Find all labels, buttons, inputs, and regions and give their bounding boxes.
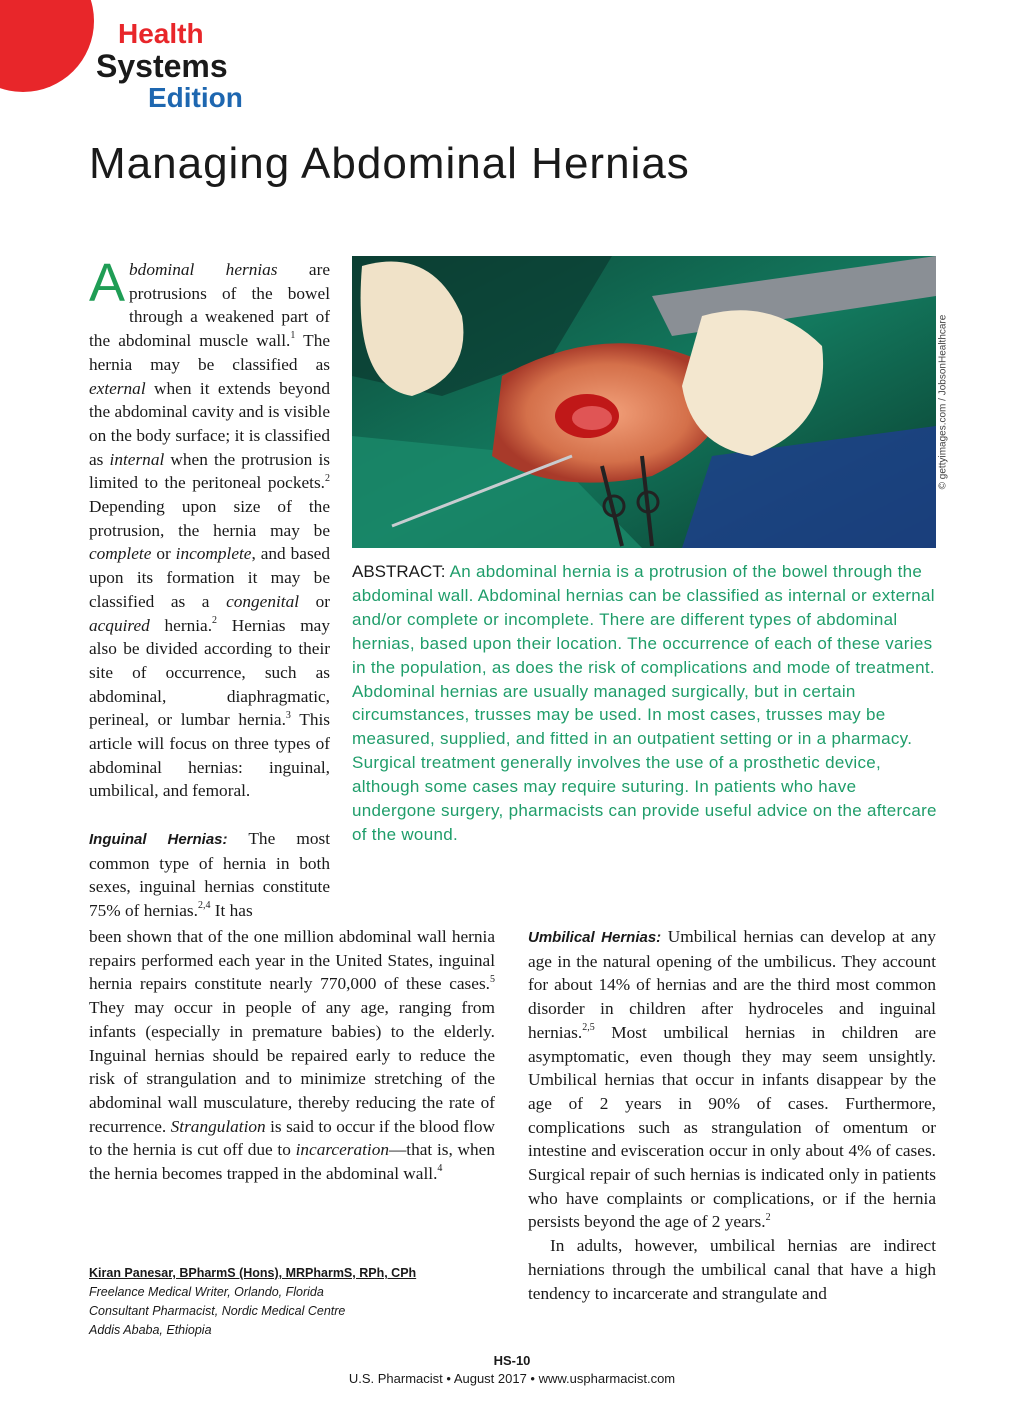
body-text: It has (210, 901, 253, 921)
author-affiliation: Addis Ababa, Ethiopia (89, 1323, 212, 1337)
citation-sup: 3 (285, 709, 291, 721)
intro-text: complete (89, 544, 152, 564)
abstract (352, 560, 942, 847)
author-affiliation: Consultant Pharmacist, Nordic Medical Centre (89, 1304, 346, 1318)
intro-text: internal (109, 449, 165, 469)
body-text: They may occur in people of any age, ranging from infants (especially in premature babies) to the elderly. Inguinal hernias should be repaired early to reduce the risk of strangulation and to minimize stretching of the abdominal wall musculature, thereby reducing the rate of recurrence. (89, 998, 495, 1136)
intro-text: The hernia may be classified as (89, 331, 331, 374)
intro-text: when the protrusion is limited to the peritoneal pockets. (89, 449, 330, 493)
citation-sup: 1 (290, 330, 296, 342)
intro-text: acquired (89, 615, 150, 635)
body-text: is said to occur if the blood flow to the hernia is cut off due to (89, 1116, 495, 1160)
body-text: incarceration (295, 1140, 390, 1160)
citation-sup: 2 (325, 472, 330, 484)
intro-text: incomplete (175, 544, 252, 564)
edition-label-health: Health (118, 18, 204, 49)
intro-text: hernia. (149, 615, 213, 635)
citation-sup: 2,4 (197, 900, 211, 912)
surgery-photo (352, 256, 936, 548)
umbilical-section (528, 925, 936, 1305)
section-heading-umbilical: Umbilical Hernias: (528, 929, 662, 946)
page-number: HS-10 (493, 1353, 531, 1368)
body-text: Umbilical hernias can develop at any age in the natural opening of the umbilicus. They account for about 14% of hernias and are the third most common disorder in children after hydroceles and inguinal hernias. (528, 927, 936, 1042)
intro-text: congenital (226, 591, 300, 611)
footer-citation: U.S. Pharmacist • August 2017 • www.uspharmacist.com (348, 1371, 676, 1386)
intro-paragraph (89, 253, 331, 803)
inguinal-paragraph-start (89, 827, 330, 923)
intro-text: external (89, 378, 146, 398)
body-text: The most common type of hernia in both sexes, inguinal hernias constitute 75% of hernias. (89, 829, 331, 921)
body-text: Most umbilical hernias in children are asymptomatic, even though they may seem unsightly. Umbilical hernias that occur in infants disappear by the age of 2 years in 90% of cases. Furthermore, complications such as strangulation of omentum or intestine and evisceration occur in only about 4% of cases. Surgical repair of such hernias is indicated only in patients who have complaints or complications, or if the hernia persists beyond the age of 2 years. (528, 1022, 936, 1232)
edition-label-systems: Systems (96, 48, 228, 84)
intro-text: , and based upon its formation it may be classified as a (89, 544, 330, 611)
umbilical-paragraph-1 (528, 925, 936, 1234)
author-name: Kiran Panesar, BPharmS (Hons), MRPharmS, RPh, CPh (89, 1266, 417, 1280)
intro-text: or (299, 591, 330, 611)
section-heading-inguinal: Inguinal Hernias: (89, 831, 228, 848)
intro-text: Hernias may also be divided according to their site of occurrence, such as abdominal, diaphragmatic, perineal, or lumbar hernia. (89, 615, 330, 730)
edition-label-edition: Edition (148, 82, 243, 113)
drop-cap: A (89, 253, 126, 313)
body-text: —that is, when the hernia becomes trapped in the abdominal wall. (89, 1140, 495, 1184)
article-title: Managing Abdominal Hernias (89, 139, 690, 188)
intro-text: are protrusions of the bowel through a weakened part of the abdominal muscle wall. (89, 260, 330, 351)
intro-text: Depending upon size of the protrusion, the hernia may be (89, 497, 330, 540)
photo-credit (935, 256, 951, 548)
intro-text: or (151, 544, 176, 564)
citation-sup: 2 (212, 614, 218, 626)
citation-sup: 4 (437, 1163, 443, 1175)
brand-red-circle (0, 0, 94, 92)
author-block (89, 1264, 429, 1340)
citation-sup: 2 (765, 1211, 771, 1223)
citation-sup: 2,5 (582, 1022, 595, 1034)
intro-text: This article will focus on three types of abdominal hernias: inguinal, umbilical, and femoral. (89, 710, 330, 801)
body-text: Strangulation (170, 1116, 266, 1136)
inguinal-paragraph-continued (89, 925, 495, 1186)
intro-text: when it extends beyond the abdominal cavity and is visible on the body surface; it is classified as (89, 378, 330, 469)
citation-sup: 5 (490, 973, 495, 985)
umbilical-paragraph-2: In adults, however, umbilical hernias are indirect herniations through the umbilical canal that have a high tendency to incarcerate and strangulate and (528, 1236, 936, 1303)
abstract-text: An abdominal hernia is a protrusion of the bowel through the abdominal wall. Abdominal hernias can be classified as internal or external and/or complete or incomplete. There are different types of abdominal hernias, based upon their location. The occurrence of each of these varies in the population, as does the risk of complications and mode of treatment. Abdominal hernias are usually managed surgically, but in certain circumstances, trusses may be used. In most cases, trusses may be measured, supplied, and fitted in an outpatient setting or in a pharmacy. Surgical treatment generally involves the use of a prosthetic device, although some cases may require suturing. In patients who have undergone surgery, pharmacists can provide useful advice on the aftercare of the wound. (352, 562, 937, 844)
abstract-label: ABSTRACT: (352, 562, 446, 581)
intro-text: bdominal hernias (129, 260, 278, 279)
body-text: been shown that of the one million abdominal wall hernia repairs performed each year in the United States, inguinal hernia repairs constitute nearly 770,000 of these cases. (89, 927, 495, 994)
author-affiliation: Freelance Medical Writer, Orlando, Florida (89, 1285, 324, 1299)
photo-credit-text: © gettyimages.com / JobsonHealthcare (937, 314, 949, 490)
